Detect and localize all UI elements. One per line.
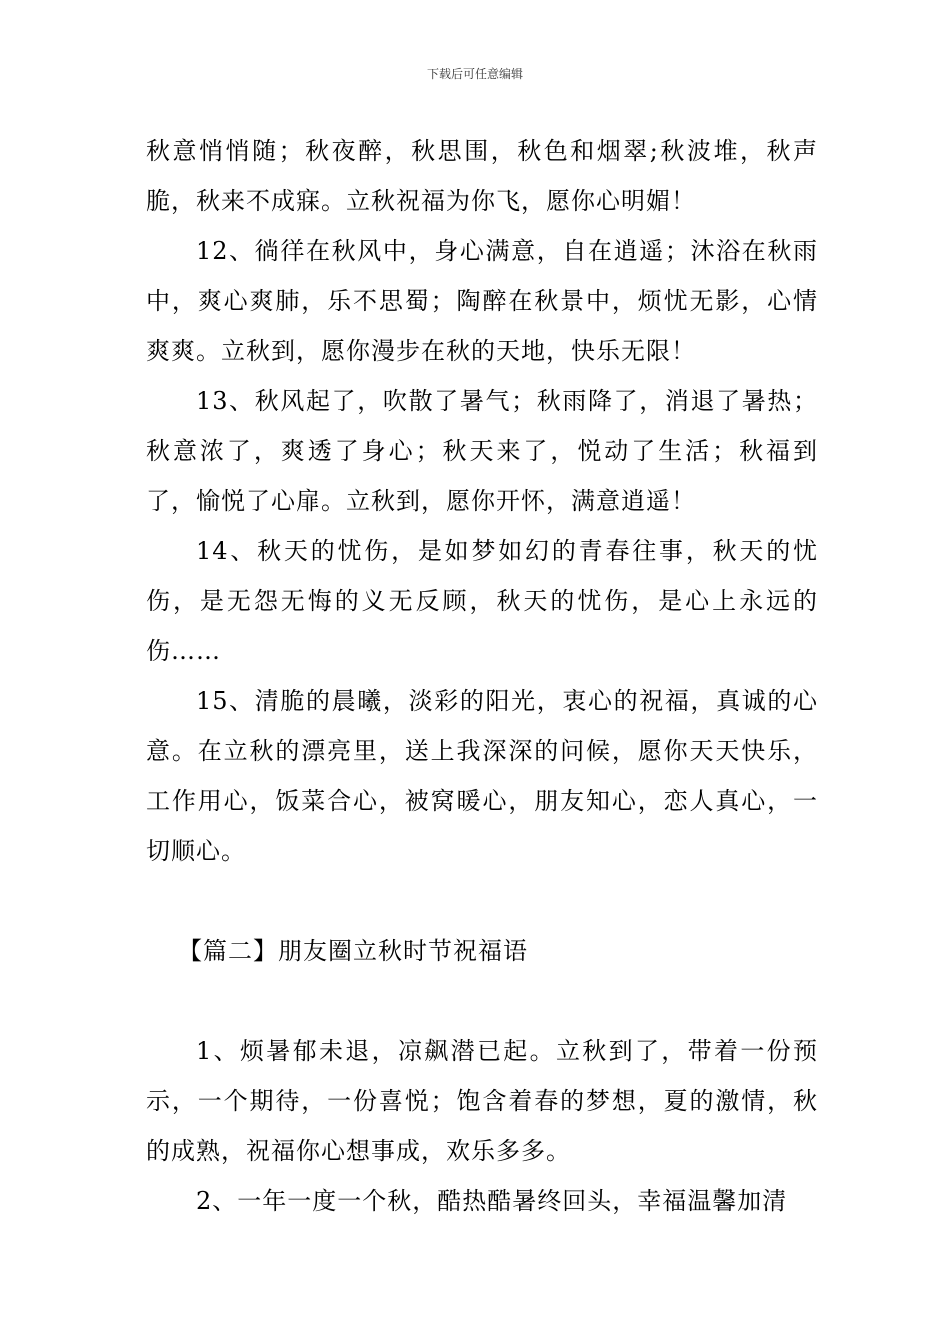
page-header: 下载后可任意编辑	[426, 67, 523, 81]
paragraph-item-14: 14、秋天的忧伤，是如梦如幻的青春往事，秋天的忧伤，是无怨无悔的义无反顾，秋天的忧伤，是心上永远的伤……	[146, 537, 818, 665]
paragraph-item-2: 2、一年一度一个秋，酷热酷暑终回头，幸福温馨加清	[196, 1187, 788, 1215]
document-body	[146, 126, 818, 1226]
paragraph-item-13: 13、秋风起了，吹散了暑气；秋雨降了，消退了暑热；秋意浓了，爽透了身心；秋天来了，悦动了生活；秋福到了，愉悦了心扉。立秋到，愿你开怀，满意逍遥！	[146, 387, 818, 515]
paragraph-item-15: 15、清脆的晨曦，淡彩的阳光，衷心的祝福，真诚的心意。在立秋的漂亮里，送上我深深的问候，愿你天天快乐，工作用心，饭菜合心，被窝暖心，朋友知心，恋人真心，一切顺心。	[146, 687, 818, 865]
section-heading: 【篇二】朋友圈立秋时节祝福语	[178, 937, 528, 965]
paragraph-item-1: 1、烦暑郁未退，凉飙潜已起。立秋到了，带着一份预示，一个期待，一份喜悦；饱含着春的梦想，夏的激情，秋的成熟，祝福你心想事成，欢乐多多。	[146, 1037, 818, 1165]
paragraph-continuation: 秋意悄悄随；秋夜醉，秋思围，秋色和烟翠;秋波堆，秋声脆，秋来不成寐。立秋祝福为你飞，愿你心明媚！	[146, 137, 818, 215]
paragraph-item-12: 12、徜徉在秋风中，身心满意，自在逍遥；沐浴在秋雨中，爽心爽肺，乐不思蜀；陶醉在秋景中，烦忧无影，心情爽爽。立秋到，愿你漫步在秋的天地，快乐无限！	[146, 237, 818, 365]
